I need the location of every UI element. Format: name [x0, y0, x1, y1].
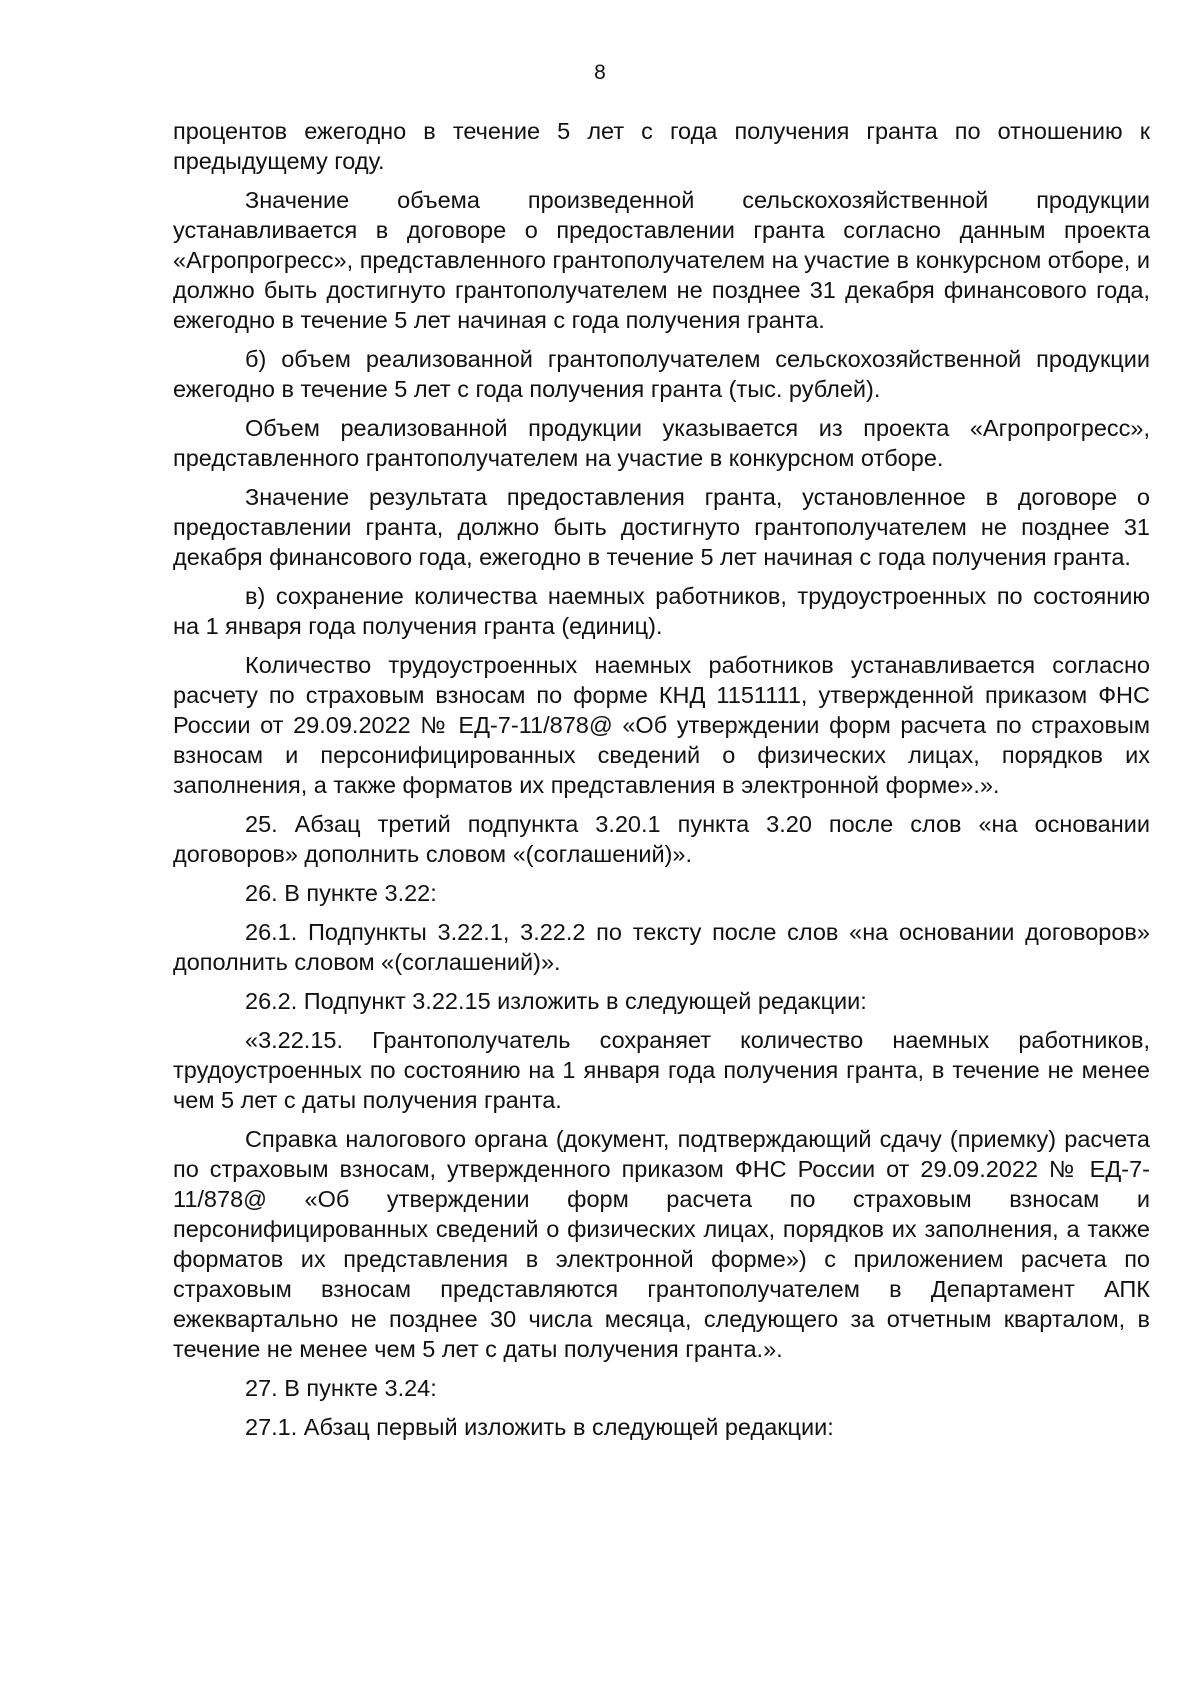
paragraph-item-26-2: 26.2. Подпункт 3.22.15 изложить в следующей редакции: [245, 988, 867, 1014]
page-number: 8 [594, 61, 606, 84]
paragraph-item-26: 26. В пункте 3.22: [245, 880, 437, 906]
paragraph: в) сохранение количества наемных работников, трудоустроенных по состоянию на 1 января года получения гранта (единиц). [173, 583, 1150, 639]
paragraph: б) объем реализованной грантополучателем сельскохозяйственной продукции ежегодно в течение 5 лет с года получения гранта (тыс. рублей). [173, 346, 1150, 402]
paragraph-quote: «3.22.15. Грантополучатель сохраняет количество наемных работников, трудоустроенных по состоянию на 1 января года получения гранта, в течение не менее чем 5 лет с даты получения гранта. [173, 1027, 1150, 1113]
paragraph-continuation: процентов ежегодно в течение 5 лет с года получения гранта по отношению к предыдущему году. [173, 118, 1150, 174]
document-body [173, 116, 1150, 1451]
paragraph: Объем реализованной продукции указывается из проекта «Агропрогресс», представленного грантополучателем на участие в конкурсном отборе. [173, 415, 1150, 471]
paragraph: Количество трудоустроенных наемных работников устанавливается согласно расчету по страховым взносам по форме КНД 1151111, утвержденной приказом ФНС России от 29.09.2022 № ЕД-7-11/878@ «Об утверждении форм расчета по страховым взносам и персонифицированных сведений о физических лицах, порядков их заполнения, а также форматов их представления в электронной форме».». [173, 652, 1150, 798]
paragraph: Значение объема произведенной сельскохозяйственной продукции устанавливается в договоре о предоставлении гранта согласно данным проекта «Агропрогресс», представленного грантополучателем на участие в конкурсном отборе, и должно быть достигнуто грантополучателем не позднее 31 декабря финансового года, ежегодно в течение 5 лет начиная с года получения гранта. [173, 187, 1150, 333]
paragraph-item-26-1: 26.1. Подпункты 3.22.1, 3.22.2 по тексту после слов «на основании договоров» дополнить словом «(соглашений)». [173, 919, 1150, 975]
paragraph-item-25: 25. Абзац третий подпункта 3.20.1 пункта 3.20 после слов «на основании договоров» дополнить словом «(соглашений)». [173, 811, 1150, 867]
paragraph: Справка налогового органа (документ, подтверждающий сдачу (приемку) расчета по страховым взносам, утвержденного приказом ФНС России от 29.09.2022 № ЕД-7-11/878@ «Об утверждении форм расчета по страховым взносам и персонифицированных сведений о физических лицах, порядков их заполнения, а также форматов их представления в электронной форме») с приложением расчета по страховым взносам представляются грантополучателем в Департамент АПК ежеквартально не позднее 30 числа месяца, следующего за отчетным кварталом, в течение не менее чем 5 лет с даты получения гранта.». [173, 1126, 1150, 1362]
paragraph: Значение результата предоставления гранта, установленное в договоре о предоставлении гранта, должно быть достигнуто грантополучателем не позднее 31 декабря финансового года, ежегодно в течение 5 лет начиная с года получения гранта. [173, 484, 1150, 570]
paragraph-item-27-1: 27.1. Абзац первый изложить в следующей редакции: [245, 1414, 834, 1440]
paragraph-item-27: 27. В пункте 3.24: [245, 1375, 437, 1401]
